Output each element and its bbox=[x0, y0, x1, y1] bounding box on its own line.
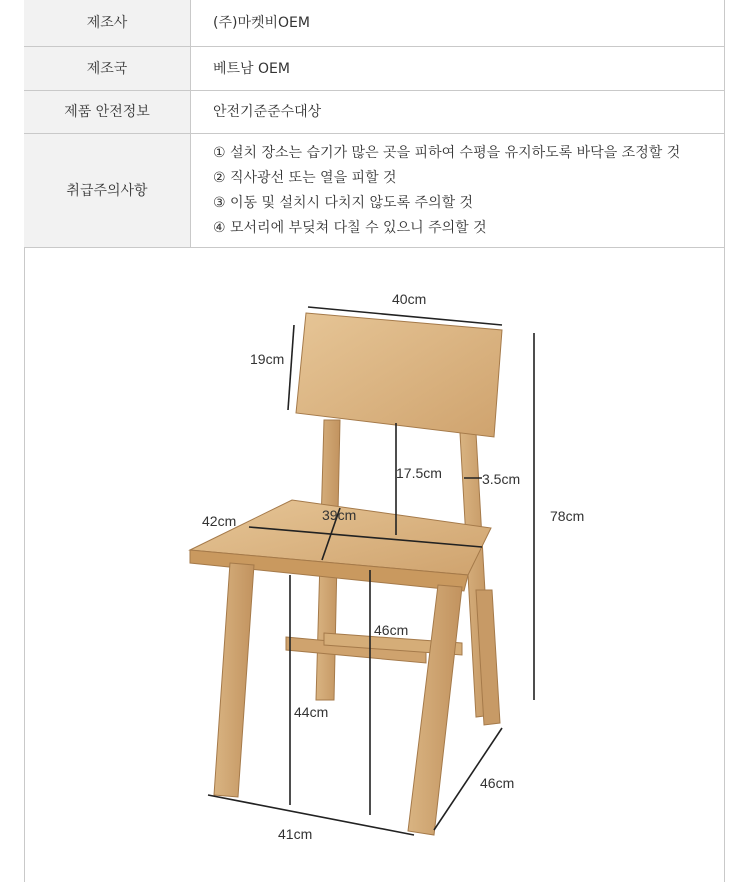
caution-item: ① 설치 장소는 습기가 많은 곳을 피하여 수평을 유지하도록 바닥을 조정할 것 bbox=[213, 144, 681, 161]
spec-value: 베트남 OEM bbox=[191, 47, 726, 91]
caution-list bbox=[191, 134, 726, 248]
dim-seat-depth: 42cm bbox=[202, 513, 237, 529]
dim-backrest-width: 40cm bbox=[392, 291, 427, 307]
dim-back-gap: 17.5cm bbox=[396, 465, 442, 481]
dim-seat-height: 46cm bbox=[374, 622, 409, 638]
front-leg-left bbox=[214, 563, 254, 797]
dim-seat-width: 39cm bbox=[322, 507, 357, 523]
dim-leg-height: 44cm bbox=[294, 704, 329, 720]
spec-value: 안전기준준수대상 bbox=[191, 91, 726, 134]
spec-row-caution bbox=[24, 134, 725, 248]
spec-label: 제조국 bbox=[24, 47, 191, 91]
spec-row-manufacturer bbox=[24, 0, 725, 47]
dim-base-depth: 46cm bbox=[480, 775, 515, 791]
caution-item: ④ 모서리에 부딪쳐 다칠 수 있으니 주의할 것 bbox=[213, 219, 487, 236]
dim-back-post: 3.5cm bbox=[482, 471, 521, 487]
caution-item: ② 직사광선 또는 열을 피할 것 bbox=[213, 169, 397, 186]
chair-illustration bbox=[24, 245, 725, 882]
backrest-panel bbox=[296, 313, 502, 437]
spec-label: 취급주의사항 bbox=[24, 134, 191, 248]
chair-dimension-diagram bbox=[24, 245, 725, 882]
dim-base-width: 41cm bbox=[278, 826, 313, 842]
dim-total-height: 78cm bbox=[550, 508, 585, 524]
spec-row-safety bbox=[24, 91, 725, 134]
spec-label: 제품 안전정보 bbox=[24, 91, 191, 134]
spec-table bbox=[24, 0, 725, 248]
caution-item: ③ 이동 및 설치시 다치지 않도록 주의할 것 bbox=[213, 194, 474, 211]
spec-value: (주)마켓비OEM bbox=[191, 0, 726, 47]
spec-label: 제조사 bbox=[24, 0, 191, 47]
dim-backrest-height: 19cm bbox=[250, 351, 285, 367]
front-leg-right bbox=[408, 585, 462, 835]
spec-row-country bbox=[24, 47, 725, 91]
